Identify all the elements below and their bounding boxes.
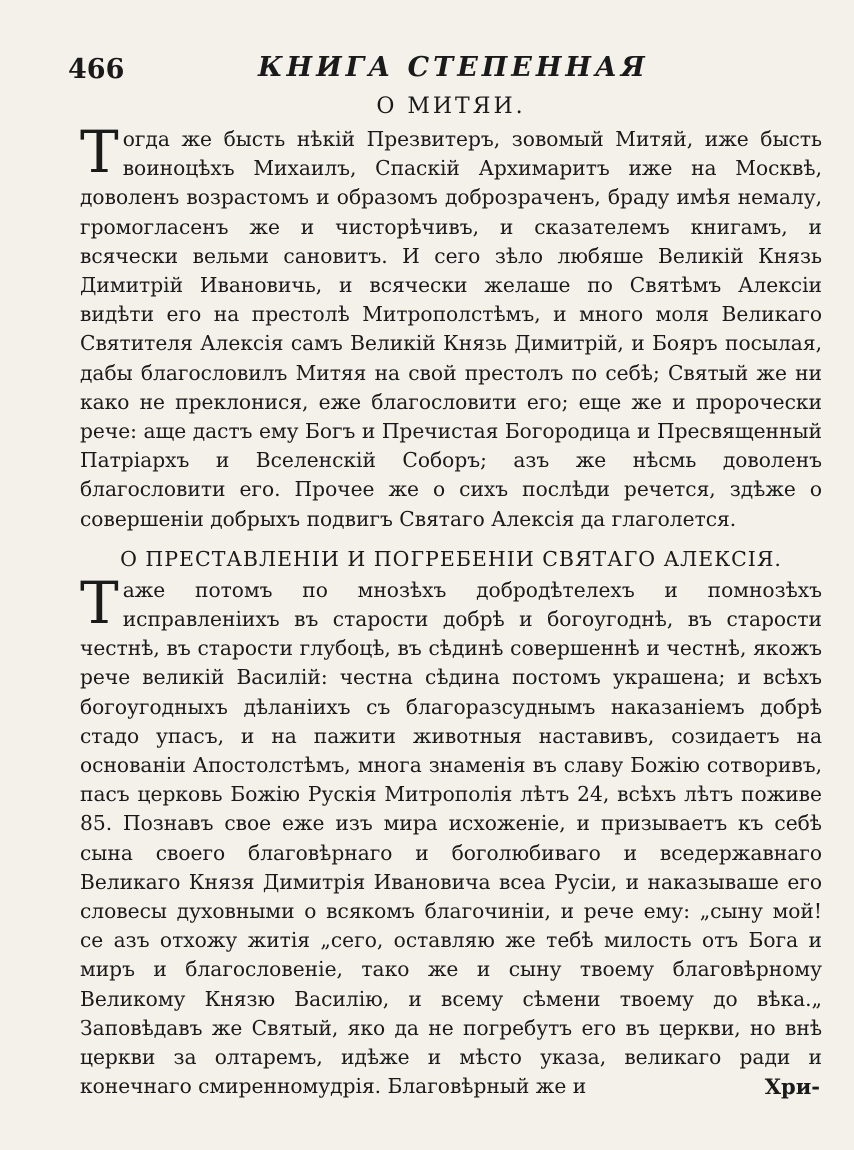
paragraph-alexius (80, 568, 822, 1102)
paragraph-mitiai (80, 118, 822, 534)
section-title-mitiai: О МИТЯИ. (376, 94, 526, 119)
paragraph-text: огда же бысть нѣкій Презвитеръ, зовомый Митяй, иже бысть воиноцѣхъ Михаилъ, Спаскій Архимаритъ иже на Москвѣ, доволенъ возрастомъ и образомъ доброзраченъ, браду имѣя немалу, громогласенъ же и чисторѣчивъ, и сказателемъ книгамъ, и всячески вельми сановитъ. И сего зѣло любяше Великій Князь Димитрій Ивановичь, и всячески желаше по Святѣмъ Алексіи видѣти его на престолѣ Митрополстѣмъ, и много моля Великаго Святителя Алексія самъ Великій Князь Димитрій, и Бояръ посылая, дабы благословилъ Митяя на свой престолъ по себѣ; Святый же ни како не преклонися, еже благословити его; еще же и пророчески рече: аще дастъ ему Богъ и Пречистая Богородица и Пресвященный Патріархъ и Вселенскій Соборъ; азъ же нѣсмь доволенъ благословити его. Прочее же о сихъ послѣди речется, здѣже о совершеніи добрыхъ подвигъ Святаго Алексія да глаголется. (80, 127, 822, 531)
drop-cap: Т (80, 118, 119, 186)
drop-cap: Т (80, 568, 119, 637)
catchword: Хри- (764, 1074, 820, 1099)
page-number: 466 (68, 54, 125, 85)
section-title-alexius: О ПРЕСТАВЛЕНІИ И ПОГРЕБЕНІИ СВЯТАГО АЛЕКСІЯ. (120, 546, 782, 571)
paragraph-text: аже потомъ по мнозѣхъ добродѣтелехъ и помнозѣхъ исправленіихъ въ старости добрѣ и богоугоднѣ, въ старости честнѣ, въ старости глубоцѣ, въ сѣдинѣ совершеннѣ и честнѣ, якожъ рече великій Василій: честна сѣдина постомъ украшена; и всѣхъ богоугодныхъ дѣланіихъ съ благоразсуднымъ наказаніемъ добрѣ стадо упасъ, и на пажити животныя наставивъ, созидаетъ на основаніи Апостолстѣмъ, многа знаменія въ славу Божію сотворивъ, пасъ церковь Божію Рускія Митрополія лѣтъ 24, всѣхъ лѣтъ поживе 85. Познавъ свое еже изъ мира исхоженіе, и призываетъ къ себѣ сына своего благовѣрнаго и боголюбиваго и вседержавнаго Великаго Князя Димитрія Ивановича всеа Русіи, и наказываше его словесы духовными о всякомъ благочиніи, и рече ему: „сыну мой! се азъ отхожу житія „сего, оставляю же тебѣ милость отъ Бога и миръ и благословеніе, тако же и сыну твоему благовѣрному Великому Князю Василію, и всему сѣмени твоему до вѣка.„ Заповѣдавъ же Святый, яко да не погребутъ его въ церкви, но внѣ церкви за олтаремъ, идѣже и мѣсто указа, великаго ради и конечнаго смиренномудрія. Благовѣрный же и (80, 577, 822, 1099)
page-header (0, 50, 854, 90)
body-text (80, 90, 822, 1102)
running-title: КНИГА СТЕПЕННАЯ (258, 52, 649, 83)
